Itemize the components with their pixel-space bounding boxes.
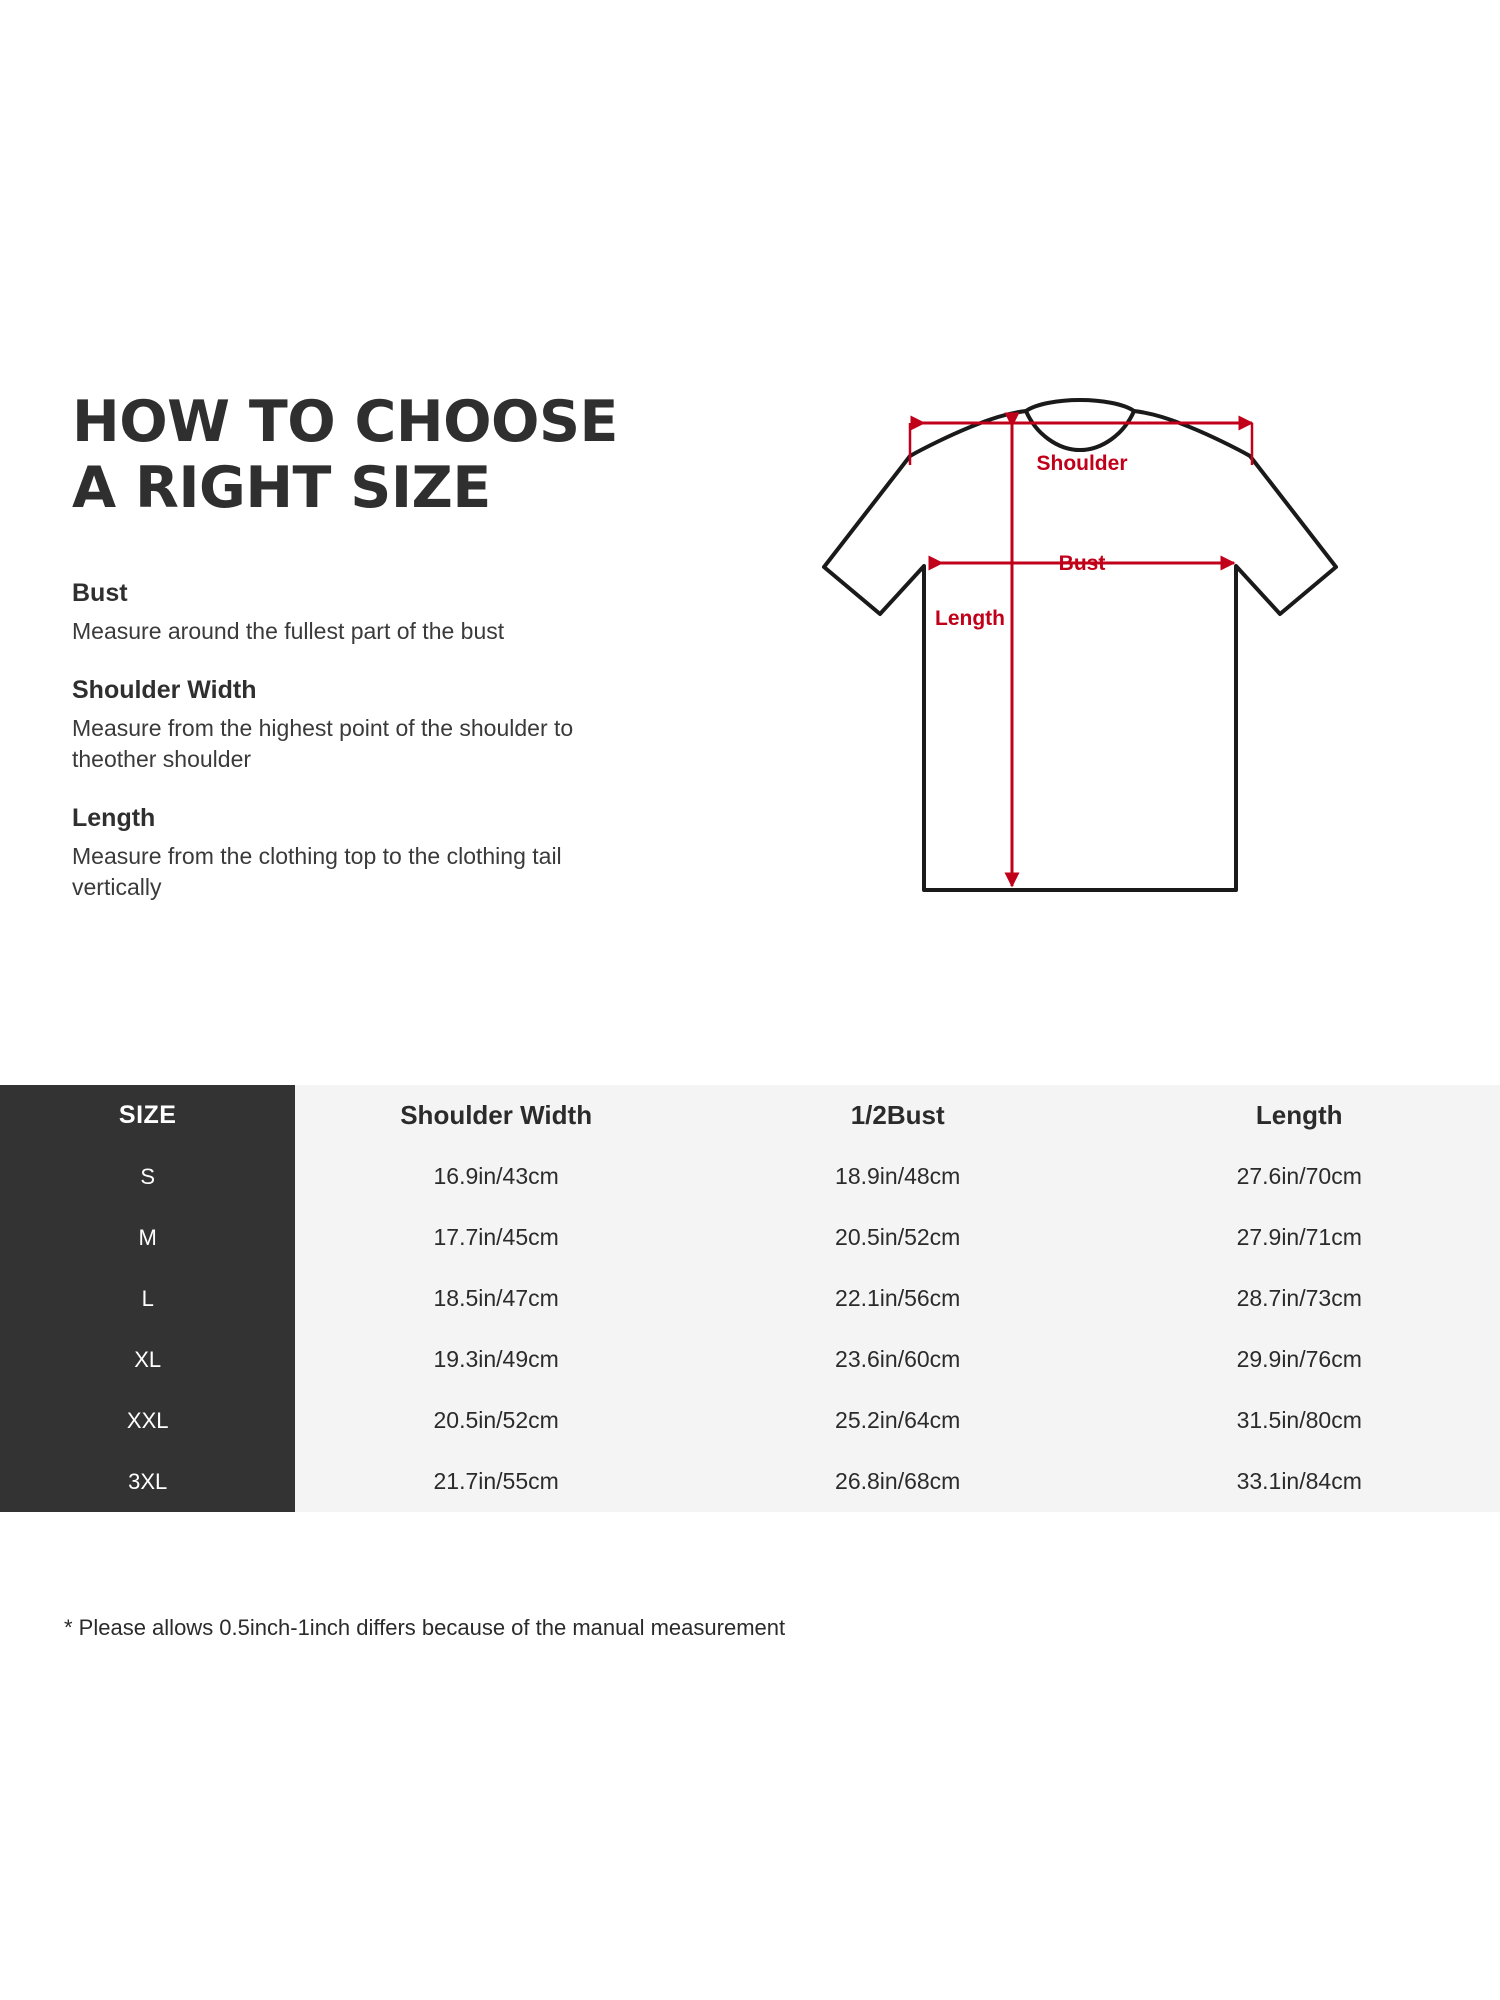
tshirt-measurement-diagram xyxy=(760,370,1400,1020)
cell-size: L xyxy=(0,1268,295,1329)
cell-shoulder: 21.7in/55cm xyxy=(295,1451,697,1512)
tshirt-svg xyxy=(760,370,1400,1020)
column-header-shoulder-width: Shoulder Width xyxy=(295,1085,697,1146)
size-chart-table xyxy=(0,1085,1500,1512)
definition-length xyxy=(72,804,692,903)
cell-shoulder: 16.9in/43cm xyxy=(295,1146,697,1207)
cell-length: 27.6in/70cm xyxy=(1098,1146,1500,1207)
measurement-disclaimer: * Please allows 0.5inch-1inch differs because of the manual measurement xyxy=(64,1615,786,1640)
column-header-half-bust: 1/2Bust xyxy=(697,1085,1099,1146)
definition-bust xyxy=(72,579,692,647)
page-title-line-1: HOW TO CHOOSE xyxy=(72,389,618,455)
cell-size: XXL xyxy=(0,1390,295,1451)
cell-length: 31.5in/80cm xyxy=(1098,1390,1500,1451)
cell-bust: 22.1in/56cm xyxy=(697,1268,1099,1329)
table-row xyxy=(0,1146,1500,1207)
page-title-line-2: A RIGHT SIZE xyxy=(72,454,491,521)
table-row xyxy=(0,1451,1500,1512)
cell-shoulder: 17.7in/45cm xyxy=(295,1207,697,1268)
cell-length: 28.7in/73cm xyxy=(1098,1268,1500,1329)
cell-bust: 26.8in/68cm xyxy=(697,1451,1099,1512)
cell-shoulder: 18.5in/47cm xyxy=(295,1268,697,1329)
bust-label: Bust xyxy=(1058,552,1106,575)
measurement-instructions xyxy=(72,390,692,903)
cell-length: 29.9in/76cm xyxy=(1098,1329,1500,1390)
cell-size: XL xyxy=(0,1329,295,1390)
shoulder-label: Shoulder xyxy=(1036,452,1128,475)
cell-bust: 18.9in/48cm xyxy=(697,1146,1099,1207)
table-header-row xyxy=(0,1085,1500,1146)
definition-term: Length xyxy=(72,804,156,833)
tshirt-outline xyxy=(824,411,1336,890)
table-row xyxy=(0,1268,1500,1329)
cell-size: M xyxy=(0,1207,295,1268)
definition-shoulder-width xyxy=(72,676,692,775)
table-row xyxy=(0,1329,1500,1390)
definition-description: Measure from the highest point of the shoulder to theother shoulder xyxy=(72,715,574,773)
cell-shoulder: 20.5in/52cm xyxy=(295,1390,697,1451)
table-row xyxy=(0,1207,1500,1268)
definition-description: Measure around the fullest part of the bust xyxy=(72,618,505,645)
definition-term: Bust xyxy=(72,579,128,608)
table-row xyxy=(0,1390,1500,1451)
length-label: Length xyxy=(935,607,1005,630)
cell-length: 33.1in/84cm xyxy=(1098,1451,1500,1512)
cell-shoulder: 19.3in/49cm xyxy=(295,1329,697,1390)
column-header-size: SIZE xyxy=(0,1085,295,1146)
cell-bust: 23.6in/60cm xyxy=(697,1329,1099,1390)
column-header-length: Length xyxy=(1098,1085,1500,1146)
definition-description: Measure from the clothing top to the clothing tail vertically xyxy=(72,843,562,901)
cell-size: S xyxy=(0,1146,295,1207)
cell-size: 3XL xyxy=(0,1451,295,1512)
cell-bust: 20.5in/52cm xyxy=(697,1207,1099,1268)
definition-term: Shoulder Width xyxy=(72,676,257,705)
cell-length: 27.9in/71cm xyxy=(1098,1207,1500,1268)
page-title xyxy=(72,390,692,521)
cell-bust: 25.2in/64cm xyxy=(697,1390,1099,1451)
